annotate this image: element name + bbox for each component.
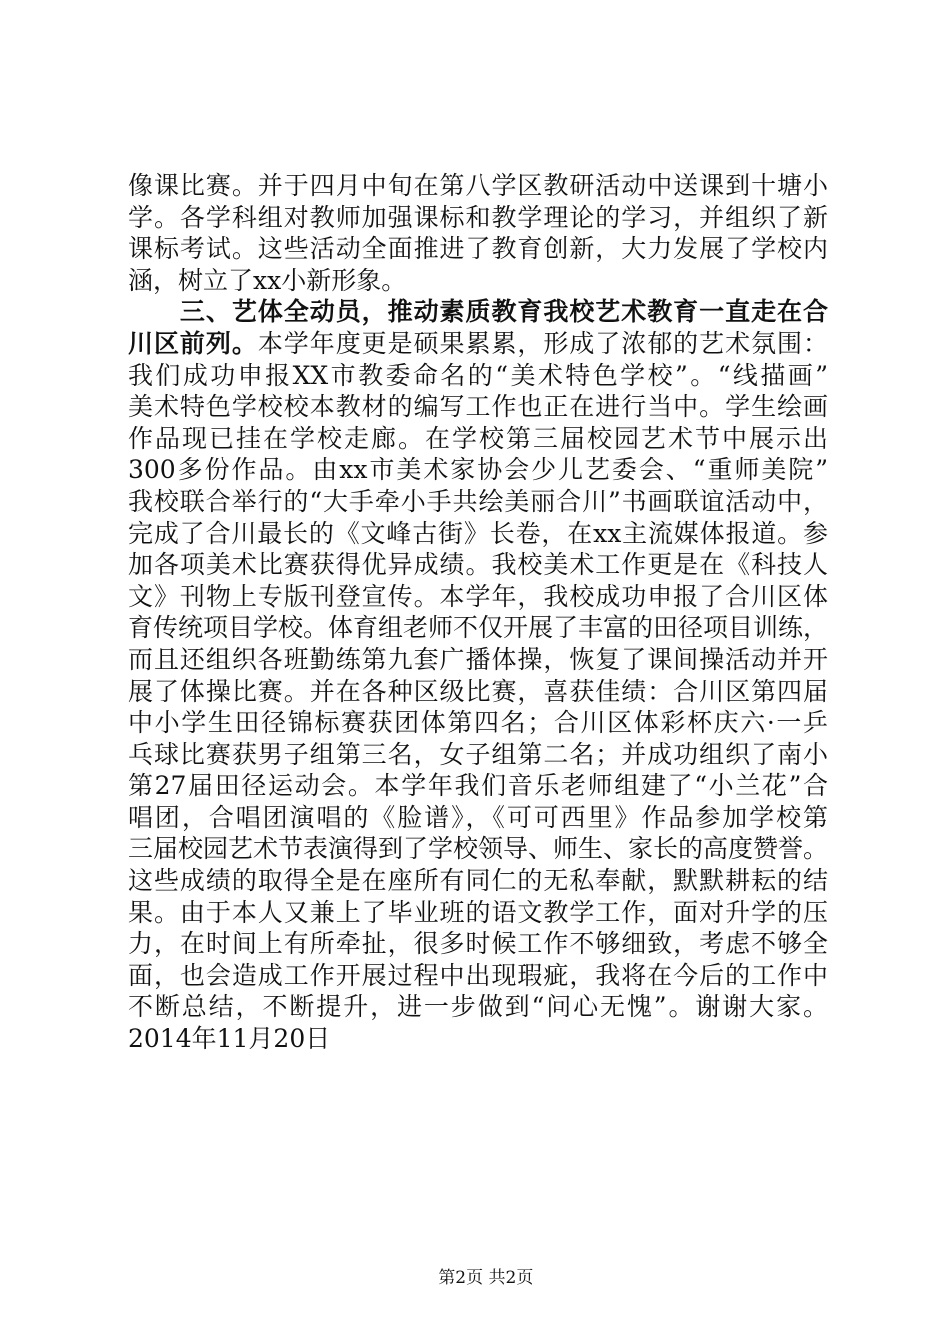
- text-line: 课标考试。这些活动全面推进了教育创新，大力发展了学校内: [128, 234, 828, 264]
- date-line: 2014年11月20日: [128, 1024, 331, 1054]
- section-heading-tail: 川区前列。: [128, 328, 258, 358]
- text-line: 加各项美术比赛获得优异成绩。我校美术工作更是在《科技人: [128, 550, 828, 580]
- text-line: 展了体操比赛。并在各种区级比赛，喜获佳绩：合川区第四届: [128, 676, 828, 706]
- text-line: 唱团，合唱团演唱的《脸谱》，《可可西里》作品参加学校第: [128, 802, 828, 832]
- text-line: 文》刊物上专版刊登宣传。本学年，我校成功申报了合川区体: [128, 581, 828, 611]
- text-line: 不断总结，不断提升，进一步做到“问心无愧”。谢谢大家。: [128, 992, 828, 1022]
- page-number-label: 第2页 共2页: [438, 1268, 534, 1288]
- text-line: 我校联合举行的“大手牵小手共绘美丽合川”书画联谊活动中，: [128, 486, 828, 516]
- text-line: 育传统项目学校。体育组老师不仅开展了丰富的田径项目训练，: [128, 613, 829, 643]
- page-footer: [0, 1245, 950, 1311]
- text-line: 面，也会造成工作开展过程中出现瑕疵，我将在今后的工作中: [128, 960, 828, 990]
- body-text: [128, 170, 828, 1055]
- text-line-tail: 本学年度更是硕果累累，形成了浓郁的艺术氛围：: [257, 328, 828, 358]
- mixed-text-line: [128, 328, 828, 360]
- text-line: 乓球比赛获男子组第三名，女子组第二名；并成功组织了南小: [128, 739, 828, 769]
- text-line: 我们成功申报XX市教委命名的“美术特色学校”。“线描画”: [128, 360, 828, 390]
- text-line: 涵，树立了xx小新形象。: [128, 265, 407, 295]
- text-line: 力，在时间上有所牵扯，很多时候工作不够细致，考虑不够全: [128, 929, 828, 959]
- text-line: 而且还组织各班勤练第九套广播体操，恢复了课间操活动并开: [128, 644, 828, 674]
- text-line: 作品现已挂在学校走廊。在学校第三届校园艺术节中展示出: [128, 423, 828, 453]
- text-line: 中小学生田径锦标赛获团体第四名；合川区体彩杯庆六·一乒: [128, 708, 828, 738]
- text-line: 第27届田径运动会。本学年我们音乐老师组建了“小兰花”合: [128, 771, 828, 801]
- text-line: 完成了合川最长的《文峰古街》长卷，在xx主流媒体报道。参: [128, 518, 828, 548]
- text-line: 像课比赛。并于四月中旬在第八学区教研活动中送课到十塘小: [128, 171, 828, 200]
- text-line: 果。由于本人又兼上了毕业班的语文教学工作，面对升学的压: [128, 897, 828, 927]
- text-line: 300多份作品。由xx市美术家协会少儿艺委会、“重师美院”: [128, 455, 828, 485]
- text-line: 这些成绩的取得全是在座所有同仁的无私奉献，默默耕耘的结: [128, 866, 828, 896]
- text-line: 三届校园艺术节表演得到了学校领导、师生、家长的高度赞誉。: [128, 834, 829, 864]
- text-line: 美术特色学校校本教材的编写工作也正在进行当中。学生绘画: [128, 392, 828, 422]
- text-line: 学。各学科组对教师加强课标和教学理论的学习，并组织了新: [128, 202, 828, 232]
- section-heading-line: 三、艺体全动员，推动素质教育我校艺术教育一直走在合: [128, 297, 828, 327]
